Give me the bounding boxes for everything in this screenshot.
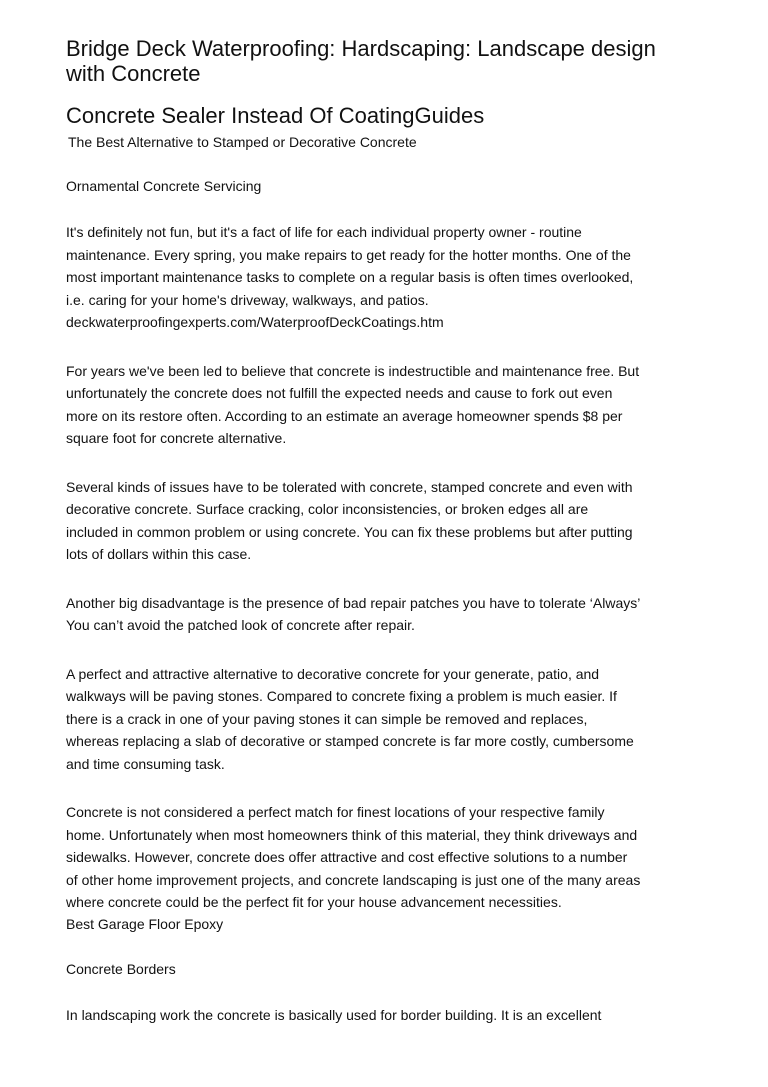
paragraph-line: A perfect and attractive alternative to decorative concrete for your generate, patio, and — [66, 665, 600, 682]
paragraph-line: more on its restore often. According to an estimate an average homeowner spends $8 per — [66, 407, 623, 424]
paragraph-line: i.e. caring for your home's driveway, walkways, and patios. — [66, 291, 429, 308]
document-subtitle: Concrete Sealer Instead Of CoatingGuides — [66, 103, 485, 128]
paragraph-line: In landscaping work the concrete is basically used for border building. It is an excellent — [66, 1006, 602, 1023]
paragraph-line: You can’t avoid the patched look of concrete after repair. — [66, 617, 415, 633]
paragraph-line: For years we've been led to believe that concrete is indestructible and maintenance free. But — [66, 362, 640, 379]
title-line-2: with Concrete — [66, 61, 201, 86]
paragraph-line: decorative concrete. Surface cracking, color inconsistencies, or broken edges all are — [66, 501, 589, 517]
paragraph-line: square foot for concrete alternative. — [66, 430, 287, 446]
section-heading-concrete-borders: Concrete Borders — [66, 960, 176, 977]
paragraph-line: sidewalks. However, concrete does offer attractive and cost effective solutions to a number — [66, 849, 628, 865]
paragraph-line: maintenance. Every spring, you make repairs to get ready for the hotter months. One of the — [66, 246, 631, 263]
paragraph-line: Several kinds of issues have to be tolerated with concrete, stamped concrete and even with — [66, 478, 633, 495]
paragraph-line: whereas replacing a slab of decorative or stamped concrete is far more costly, cumbersome — [66, 733, 634, 749]
paragraph-disadvantage — [66, 592, 706, 637]
paragraph-borders — [66, 1004, 706, 1027]
paragraph-paving-stones — [66, 663, 706, 776]
document-page — [66, 36, 706, 1026]
paragraph-line: most important maintenance tasks to complete on a regular basis is often times overlooked, — [66, 269, 634, 285]
paragraph-line: there is a crack in one of your paving stones it can simple be removed and replaces, — [66, 710, 588, 727]
paragraph-line: where concrete could be the perfect fit for your house advancement necessities. — [66, 894, 562, 910]
document-title — [66, 36, 706, 86]
title-line-1: Bridge Deck Waterproofing: Hardscaping: Landscape design — [66, 36, 656, 61]
paragraph-line: lots of dollars within this case. — [66, 546, 252, 562]
paragraph-line: home. Unfortunately when most homeowners think of this material, they think driveways and — [66, 826, 638, 843]
paragraph-line: It's definitely not fun, but it's a fact of life for each individual property owner - routine — [66, 224, 582, 240]
paragraph-line: of other home improvement projects, and concrete landscaping is just one of the many areas — [66, 871, 641, 888]
source-link[interactable]: deckwaterproofingexperts.com/WaterproofDeckCoatings.htm — [66, 314, 444, 330]
paragraph-maintenance — [66, 221, 706, 334]
paragraph-line: Concrete is not considered a perfect match for finest locations of your respective family — [66, 804, 605, 820]
paragraph-indestructible — [66, 360, 706, 450]
section-heading-ornamental: Ornamental Concrete Servicing — [66, 178, 262, 194]
heading-garage-floor-epoxy: Best Garage Floor Epoxy — [66, 915, 224, 932]
paragraph-perfect-match — [66, 801, 706, 914]
paragraph-line: Another big disadvantage is the presence of bad repair patches you have to tolerate ‘Always’ — [66, 594, 641, 611]
paragraph-line: unfortunately the concrete does not fulfill the expected needs and cause to fork out even — [66, 385, 613, 401]
paragraph-line: included in common problem or using concrete. You can fix these problems but after putting — [66, 523, 633, 540]
paragraph-line: walkways will be paving stones. Compared to concrete fixing a problem is much easier. If — [66, 688, 617, 704]
document-tagline: The Best Alternative to Stamped or Decorative Concrete — [68, 134, 417, 150]
paragraph-line: and time consuming task. — [66, 755, 225, 772]
paragraph-issues — [66, 476, 706, 566]
